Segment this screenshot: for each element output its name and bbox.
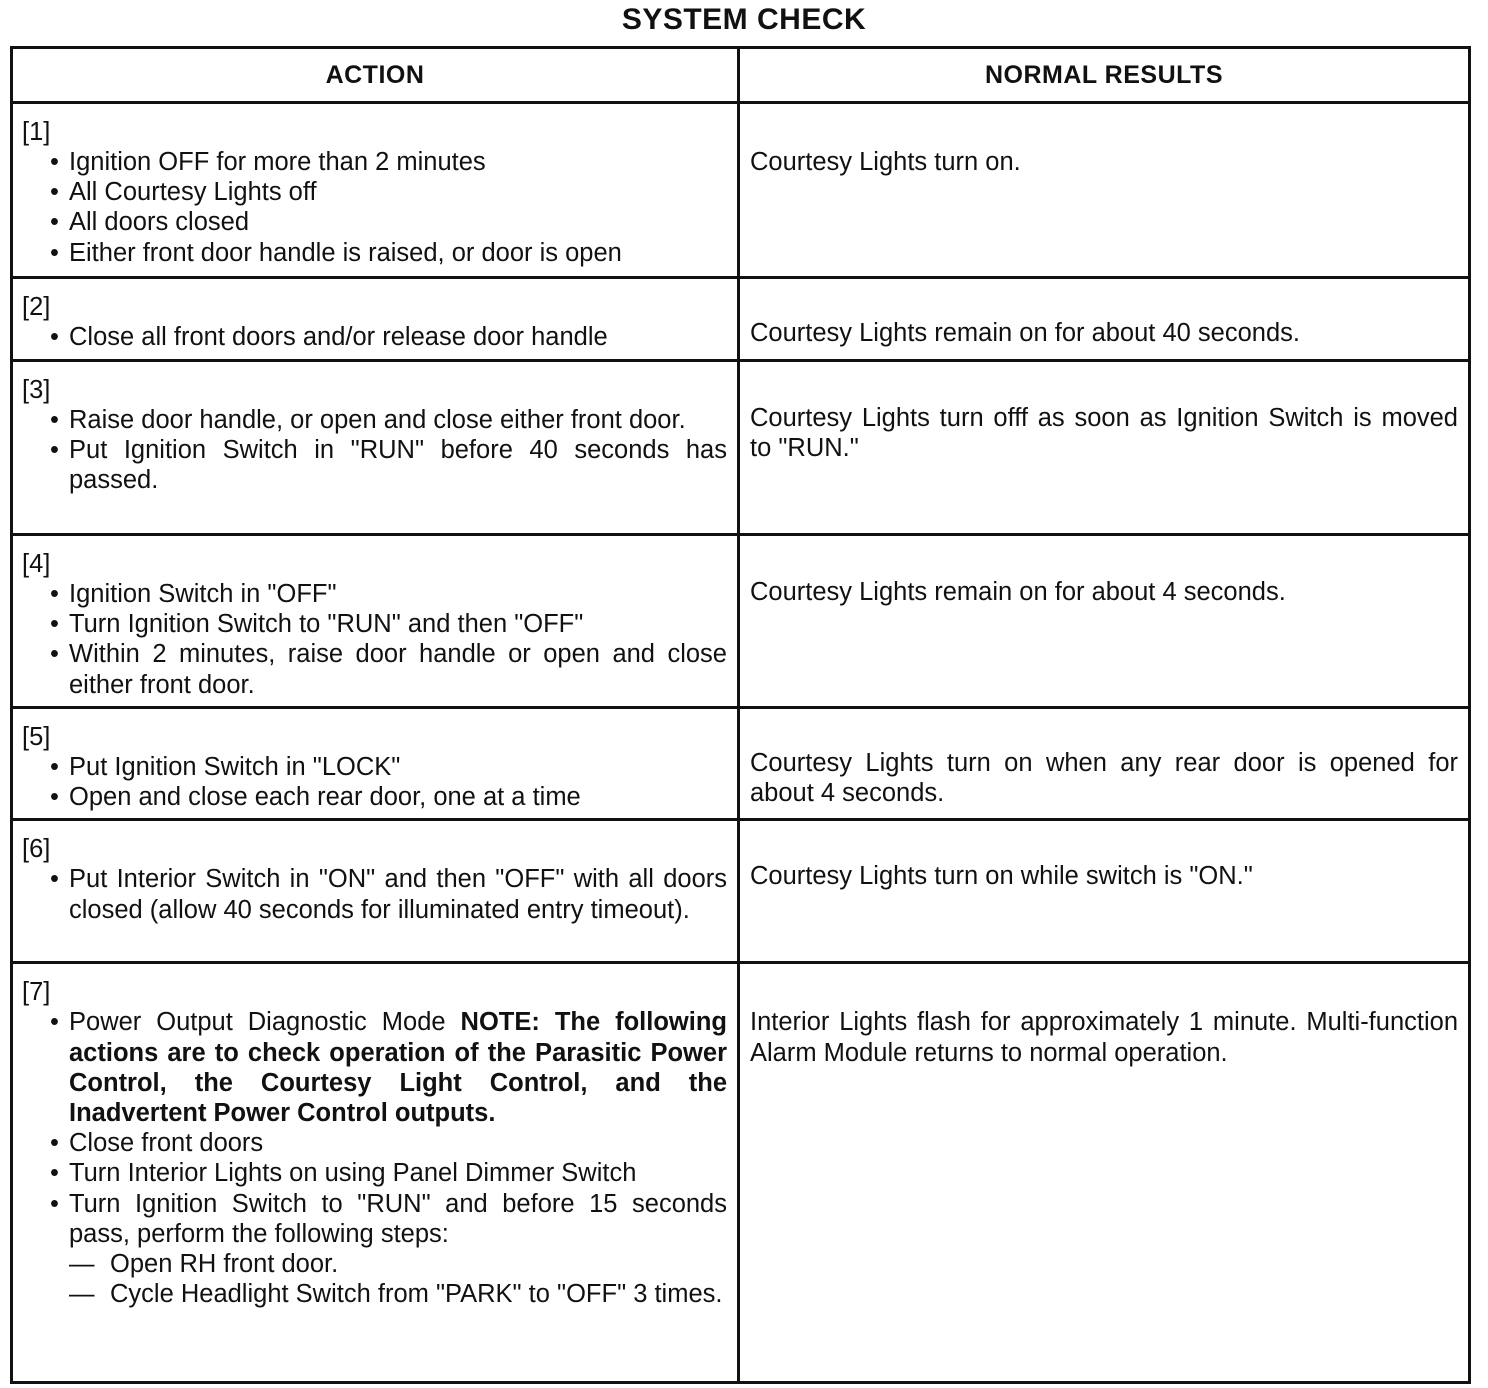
action-item: • Close front doors: [69, 1128, 727, 1158]
result-text: Courtesy Lights turn on.: [750, 148, 1021, 176]
action-list: [22, 752, 727, 812]
step-number: [6]: [22, 835, 51, 864]
action-item: • Ignition Switch in "OFF": [69, 579, 727, 609]
table-row: [12, 535, 1470, 708]
action-cell: [12, 535, 739, 708]
action-list: [22, 1007, 727, 1249]
table-row: [12, 361, 1470, 535]
substep-item: — Open RH front door.: [110, 1249, 727, 1279]
result-cell: [739, 708, 1470, 820]
action-header: ACTION: [12, 48, 739, 103]
result-text: Courtesy Lights turn on when any rear door is opened for about 4 seconds.: [750, 749, 1458, 808]
result-cell: [739, 103, 1470, 278]
result-cell: [739, 278, 1470, 361]
result-text: Courtesy Lights turn offf as soon as Ignition Switch is moved to "RUN.": [750, 404, 1458, 463]
table-row: [12, 963, 1470, 1383]
action-item: • Raise door handle, or open and close either front door.: [69, 405, 727, 435]
action-cell: [12, 820, 739, 963]
action-list: [22, 322, 727, 352]
action-cell: [12, 708, 739, 820]
step-number: [1]: [22, 118, 51, 146]
table-row: [12, 103, 1470, 278]
action-item: • All doors closed: [69, 207, 727, 237]
action-item: [69, 1007, 727, 1128]
action-item: • Turn Interior Lights on using Panel Dimmer Switch: [69, 1158, 727, 1188]
note-text: NOTE: The following actions are to check operation of the Parasitic Power Control, the Courtesy Light Control, and the Inadvertent Power Control outputs.: [69, 1008, 728, 1128]
step-number: [7]: [22, 978, 51, 1007]
table-row: [12, 278, 1470, 361]
action-item-text: Power Output Diagnostic Mode: [69, 1008, 461, 1037]
result-text: Courtesy Lights remain on for about 4 seconds.: [750, 578, 1286, 606]
action-list: [22, 864, 727, 924]
page-title: SYSTEM CHECK: [621, 3, 867, 36]
action-item: • Turn Ignition Switch to "RUN" and before 15 seconds pass, perform the following steps:: [69, 1189, 727, 1249]
result-cell: [739, 963, 1470, 1383]
result-cell: [739, 820, 1470, 963]
action-item: • Put Interior Switch in "ON" and then "OFF" with all doors closed (allow 40 seconds for illuminated entry timeout).: [69, 864, 727, 924]
substep-item: — Cycle Headlight Switch from "PARK" to "OFF" 3 times.: [110, 1279, 727, 1309]
action-cell: [12, 361, 739, 535]
action-item: • Within 2 minutes, raise door handle or open and close either front door.: [69, 639, 727, 699]
action-item: • Put Ignition Switch in "RUN" before 40 seconds has passed.: [69, 435, 727, 495]
result-text: Courtesy Lights turn on while switch is "ON.": [750, 862, 1253, 891]
action-item: • Open and close each rear door, one at a time: [69, 782, 727, 812]
header-row: [12, 48, 1470, 103]
action-cell: [12, 103, 739, 278]
result-cell: [739, 535, 1470, 708]
action-item: • Turn Ignition Switch to "RUN" and then "OFF": [69, 609, 727, 639]
step-number: [3]: [22, 376, 51, 404]
substep-list: [69, 1249, 727, 1309]
action-cell: [12, 963, 739, 1383]
action-item: • Either front door handle is raised, or door is open: [69, 238, 727, 268]
action-item: • Put Ignition Switch in "LOCK": [69, 752, 727, 782]
action-item: • Close all front doors and/or release door handle: [69, 322, 727, 352]
result-text: Interior Lights flash for approximately 1 minute. Multi-function Alarm Module returns to normal operation.: [750, 1008, 1458, 1067]
result-text: Courtesy Lights remain on for about 40 seconds.: [750, 319, 1300, 347]
normal-results-header: NORMAL RESULTS: [739, 48, 1470, 103]
result-cell: [739, 361, 1470, 535]
action-list: [22, 147, 727, 268]
action-cell: [12, 278, 739, 361]
action-item: • Ignition OFF for more than 2 minutes: [69, 147, 727, 177]
step-number: [4]: [22, 550, 51, 578]
action-item: • All Courtesy Lights off: [69, 177, 727, 207]
step-number: [2]: [22, 293, 51, 321]
action-list: [22, 405, 727, 496]
table-row: [12, 708, 1470, 820]
system-check-table: [10, 46, 1471, 1384]
step-number: [5]: [22, 723, 51, 751]
action-list: [22, 579, 727, 700]
table-row: [12, 820, 1470, 963]
